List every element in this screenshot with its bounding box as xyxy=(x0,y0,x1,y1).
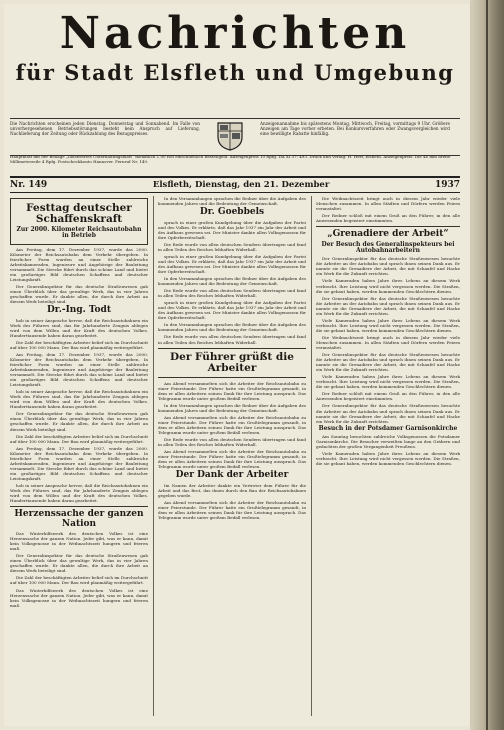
article-paragraph: hob in seiner Ansprache hervor, daß die Reichsautobahnen ein Werk des Führers sind, das für Jahrhunderte Zeugnis ablegen wird von dem Willen und der Kraft des deutschen Volkes. Hunderttausende haben daran gearbeitet. xyxy=(10,317,148,338)
article-paragraph: Die Weihnachtszeit bringt auch in diesem Jahr wieder viele Menschen zusammen. In allen Städten und Dörfern werden Feiern veranstaltet. xyxy=(316,334,460,351)
article-paragraph: hob in seiner Ansprache hervor, daß die Reichsautobahnen ein Werk des Führers sind, das für Jahrhunderte Zeugnis ablegen wird von dem Willen und der Kraft des deutschen Volkes. Hunderttausende haben daran gearbeitet. xyxy=(10,389,148,410)
section-divider xyxy=(316,226,460,227)
headline: Der Führer grüßt die Arbeiter xyxy=(170,350,294,374)
subheadline: Zur 2000. Kilometer Reichsautobahn in Betrieb xyxy=(16,226,142,240)
section-divider xyxy=(158,377,306,378)
article-paragraph: Am Abend versammelten sich die Arbeiter der Reichsautobahn zu einer Feierstunde. Der Führer hatte ein Grußtelegramm gesandt, in dem er allen Arbeitern seinen Dank für ihre Leistung aussprach. Das Telegramm wurde unter großem Beifall verlesen. xyxy=(158,380,306,401)
column-1 xyxy=(10,196,148,716)
article-paragraph: Am Abend versammelten sich die Arbeiter der Reichsautobahn zu einer Feierstunde. Der Führer hatte ein Grußtelegramm gesandt, in dem er allen Arbeitern seinen Dank für ihre Leistung aussprach. Das Telegramm wurde unter großem Beifall verlesen. xyxy=(158,414,306,436)
article-paragraph: Die Rede wurde von allen deutschen Sendern übertragen und fand in allen Teilen des Reiches lebhaften Widerhall. xyxy=(158,334,306,345)
article-paragraph: Das Winterhilfswerk des deutschen Volkes ist eine Herzenssache der ganzen Nation. Jeder gibt, was er kann, damit kein Volksgenosse in der Weihnachtszeit hungern und frieren muß. xyxy=(10,531,148,552)
dateline xyxy=(10,178,460,193)
article-paragraph: Der Generalinspektor für das deutsche Straßenwesen besuchte die Arbeiter an der Autobahn und sprach ihnen seinen Dank aus. Er nannte sie die Grenadiere der Arbeit, die mit Schaufel und Hacke ein Werk für die Zukunft errichten. xyxy=(316,256,460,277)
publication-info xyxy=(10,118,460,156)
article-paragraph: Am Sonntag besuchten zahlreiche Volksgenossen die Potsdamer Garnisonkirche. Die Besucher verweilten lange an den Gräbern und gedachten der großen Vergangenheit Preußens. xyxy=(316,433,460,450)
article-paragraph: In den Versammlungen sprachen die Redner über die Aufgaben des kommenden Jahres und die Bedeutung der Gemeinschaft. xyxy=(158,402,306,413)
masthead xyxy=(10,8,460,118)
headline: Dr. Goebbels xyxy=(199,207,265,218)
article-paragraph: Der Redner schloß mit einem Gruß an den Führer, in den alle Anwesenden begeistert einstimmten. xyxy=(316,213,460,224)
article-paragraph: hob in seiner Ansprache hervor, daß die Reichsautobahnen ein Werk des Führers sind, das für Jahrhunderte Zeugnis ablegen wird von dem Willen und der Kraft des deutschen Volkes. Hunderttausende haben daran gearbeitet. xyxy=(10,482,148,504)
article-paragraph: In den Versammlungen sprachen die Redner über die Aufgaben des kommenden Jahres und die Bedeutung der Gemeinschaft. xyxy=(158,196,306,207)
article-paragraph: Die Weihnachtszeit bringt auch in diesem Jahr wieder viele Menschen zusammen. In allen Städten und Dörfern werden Feiern veranstaltet. xyxy=(316,196,460,212)
newspaper-subtitle: für Stadt Elsfleth und Umgebung xyxy=(15,60,455,85)
headline: Herzenssache der ganzen Nation xyxy=(14,509,144,529)
subscription-notice: Hauptblatt mit der Beilage „Illustriertes Unterhaltungsblatt“ monatlich 1.00 RM einschließlich Bestellgeld. Anzeigenpreis 10 Rpfg. DA XI 37: 493. Druck und Verlag: H. Herf, Elsfleth. Anzeigenpreis: Die 46 mm breite Millimeterzeile 4 Rpfg. Postscheckkonto Hannover. Fernruf Nr. 149. xyxy=(10,154,460,178)
article-paragraph: Am Freitag, dem 17. Dezember 1937, wurde das 2000. Kilometer der Reichsautobahn dem Verkehr übergeben. In feierlicher Form wurden an einer Stelle zahlreiche Arbeitskameraden, Ingenieure und Angehörige der Bauleitung versammelt. Die Strecke führt durch das schöne Land und bietet ein großartiges Bild deutschen Schaffens und deutscher Leistungskraft. xyxy=(10,351,148,388)
article-paragraph: Viele Kameraden haben Jahre ihres Lebens an diesem Werk verbracht. Ihre Leistung wird nicht vergessen werden. Die Straßen, die sie gebaut haben, werden kommenden Geschlechtern dienen. xyxy=(316,451,460,467)
article-paragraph: Die Rede wurde von allen deutschen Sendern übertragen und fand in allen Teilen des Reiches lebhaften Widerhall. xyxy=(158,288,306,299)
article-paragraph: Die Rede wurde von allen deutschen Sendern übertragen und fand in allen Teilen des Reiches lebhaften Widerhall. xyxy=(158,241,306,252)
article-paragraph: Der Redner schloß mit einem Gruß an den Führer, in den alle Anwesenden begeistert einstimmten. xyxy=(316,391,460,402)
headline: Besuch in der Potsdamer Garnisonkirche xyxy=(318,424,458,432)
article-paragraph: Der Generalinspektor für das deutsche Straßenwesen gab einen Überblick über das gewaltige Werk, das in vier Jahren geschaffen wurde. Er dankte allen, die durch ihre Arbeit an diesem Werk beteiligt sind. xyxy=(10,553,148,574)
article-paragraph: Viele Kameraden haben Jahre ihres Lebens an diesem Werk verbracht. Ihre Leistung wird nicht vergessen werden. Die Straßen, die sie gebaut haben, werden kommenden Geschlechtern dienen. xyxy=(316,317,460,333)
column-2 xyxy=(158,196,306,716)
headline: Festtag deutscher Schaffenskraft xyxy=(26,202,132,226)
headline-box xyxy=(10,198,148,245)
article-paragraph: Viele Kameraden haben Jahre ihres Lebens an diesem Werk verbracht. Ihre Leistung wird nicht vergessen werden. Die Straßen, die sie gebaut haben, werden kommenden Geschlechtern dienen. xyxy=(316,374,460,390)
issue-number: Nr. 149 xyxy=(10,180,48,190)
subheadline: Der Besuch des Generalinspekteurs bei Autobahnarbeitern xyxy=(321,240,455,254)
article-paragraph: sprach in einer großen Kundgebung über die Aufgaben der Partei und des Volkes. Er erklärte, daß das Jahr 1937 ein Jahr der Arbeit und des Aufbaus gewesen sei. Der Minister dankte allen Volksgenossen für ihre Opferbereitschaft. xyxy=(158,300,306,321)
article-paragraph: Das Winterhilfswerk des deutschen Volkes ist eine Herzenssache der ganzen Nation. Jeder gibt, was er kann, damit kein Volksgenosse in der Weihnachtszeit hungern und frieren muß. xyxy=(10,587,148,608)
article-paragraph: Am Freitag, dem 17. Dezember 1937, wurde das 2000. Kilometer der Reichsautobahn dem Verkehr übergeben. In feierlicher Form wurden an einer Stelle zahlreiche Arbeitskameraden, Ingenieure und Angehörige der Bauleitung versammelt. Die Strecke führt durch das schöne Land und bietet ein großartiges Bild deutschen Schaffens und deutscher Leistungskraft. xyxy=(10,246,148,282)
article-paragraph: Am Abend versammelten sich die Arbeiter der Reichsautobahn zu einer Feierstunde. Der Führer hatte ein Grußtelegramm gesandt, in dem er allen Arbeitern seinen Dank für ihre Leistung aussprach. Das Telegramm wurde unter großem Beifall verlesen. xyxy=(158,499,306,521)
coat-of-arms-icon xyxy=(216,121,244,151)
article-paragraph: sprach in einer großen Kundgebung über die Aufgaben der Partei und des Volkes. Er erklärte, daß das Jahr 1937 ein Jahr der Arbeit und des Aufbaus gewesen sei. Der Minister dankte allen Volksgenossen für ihre Opferbereitschaft. xyxy=(158,219,306,240)
article-paragraph: Die Zahl der beschäftigten Arbeiter belief sich im Durchschnitt auf über 100 000 Mann. Der Bau wird planmäßig weitergeführt. xyxy=(10,339,148,350)
article-paragraph: Am Freitag, dem 17. Dezember 1937, wurde das 2000. Kilometer der Reichsautobahn dem Verkehr übergeben. In feierlicher Form wurden an einer Stelle zahlreiche Arbeitskameraden, Ingenieure und Angehörige der Bauleitung versammelt. Die Strecke führt durch das schöne Land und bietet ein großartiges Bild deutschen Schaffens und deutscher Leistungskraft. xyxy=(10,445,148,481)
column-rule xyxy=(311,196,312,716)
article-paragraph: Der Generalinspektor für das deutsche Straßenwesen gab einen Überblick über das gewaltige Werk, das in vier Jahren geschaffen wurde. Er dankte allen, die durch ihre Arbeit an diesem Werk beteiligt sind. xyxy=(10,411,148,432)
section-divider xyxy=(158,348,306,349)
article-paragraph: In den Versammlungen sprachen die Redner über die Aufgaben des kommenden Jahres und die Bedeutung der Gemeinschaft. xyxy=(158,322,306,333)
headline: Der Dank der Arbeiter xyxy=(175,470,289,481)
column-3 xyxy=(316,196,460,716)
article-paragraph: Die Zahl der beschäftigten Arbeiter belief sich im Durchschnitt auf über 100 000 Mann. Der Bau wird planmäßig weitergeführt. xyxy=(10,433,148,444)
article-paragraph: Am Abend versammelten sich die Arbeiter der Reichsautobahn zu einer Feierstunde. Der Führer hatte ein Grußtelegramm gesandt, in dem er allen Arbeitern seinen Dank für ihre Leistung aussprach. Das Telegramm wurde unter großem Beifall verlesen. xyxy=(158,449,306,470)
article-paragraph: In den Versammlungen sprachen die Redner über die Aufgaben des kommenden Jahres und die Bedeutung der Gemeinschaft. xyxy=(158,276,306,287)
article-paragraph: Der Generalinspektor für das deutsche Straßenwesen besuchte die Arbeiter an der Autobahn und sprach ihnen seinen Dank aus. Er nannte sie die Grenadiere der Arbeit, die mit Schaufel und Hacke ein Werk für die Zukunft errichten. xyxy=(316,352,460,373)
article-paragraph: Der Generalinspektor für das deutsche Straßenwesen besuchte die Arbeiter an der Autobahn und sprach ihnen seinen Dank aus. Er nannte sie die Grenadiere der Arbeit, die mit Schaufel und Hacke ein Werk für die Zukunft errichten. xyxy=(316,403,460,424)
newspaper-title: Nachrichten xyxy=(59,8,411,59)
article-paragraph: Der Generalinspektor für das deutsche Straßenwesen gab einen Überblick über das gewaltige Werk, das in vier Jahren geschaffen wurde. Er dankte allen, die durch ihre Arbeit an diesem Werk beteiligt sind. xyxy=(10,283,148,305)
issue-year: 1937 xyxy=(434,180,460,190)
section-divider xyxy=(10,506,148,507)
article-paragraph: Im Namen der Arbeiter dankte ein Vertreter dem Führer für die Arbeit und das Brot, das ihnen durch den Bau der Reichsautobahnen gegeben wurde. xyxy=(158,482,306,498)
publication-info-left: Die Nachrichten erscheinen jeden Dienstag, Donnerstag und Sonnabend. Im Falle von unvorhergesehenen Betriebsstörungen besteht kein Anspruch auf Lieferung, Nachlieferung der Zeitung oder Rückzahlung des Bezugspreises. xyxy=(10,121,200,137)
place-and-date: Elsfleth, Dienstag, den 21. Dezember xyxy=(152,180,330,190)
article-paragraph: Die Rede wurde von allen deutschen Sendern übertragen und fand in allen Teilen des Reiches lebhaften Widerhall. xyxy=(158,437,306,448)
publication-info-right: Anzeigenannahme bis spätestens Montag, Mittwoch, Freitag, vormittags 9 Uhr. Größere Anzeigen am Tage vorher erbeten. Bei Konkursverfahren oder Zwangsvergleichen wird eine bewilligte Rabatte hinfällig. xyxy=(260,121,450,137)
article-paragraph: Die Zahl der beschäftigten Arbeiter belief sich im Durchschnitt auf über 100 000 Mann. Der Bau wird planmäßig weitergeführt. xyxy=(10,575,148,586)
article-paragraph: Der Generalinspektor für das deutsche Straßenwesen besuchte die Arbeiter an der Autobahn und sprach ihnen seinen Dank aus. Er nannte sie die Grenadiere der Arbeit, die mit Schaufel und Hacke ein Werk für die Zukunft errichten. xyxy=(316,295,460,316)
article-paragraph: Viele Kameraden haben Jahre ihres Lebens an diesem Werk verbracht. Ihre Leistung wird nicht vergessen werden. Die Straßen, die sie gebaut haben, werden kommenden Geschlechtern dienen. xyxy=(316,278,460,294)
binding-edge xyxy=(486,0,488,730)
headline: „Grenadiere der Arbeit“ xyxy=(327,229,449,240)
headline: Dr.-Ing. Todt xyxy=(46,305,112,316)
column-rule xyxy=(153,196,154,716)
article-paragraph: sprach in einer großen Kundgebung über die Aufgaben der Partei und des Volkes. Er erklärte, daß das Jahr 1937 ein Jahr der Arbeit und des Aufbaus gewesen sei. Der Minister dankte allen Volksgenossen für ihre Opferbereitschaft. xyxy=(158,253,306,274)
